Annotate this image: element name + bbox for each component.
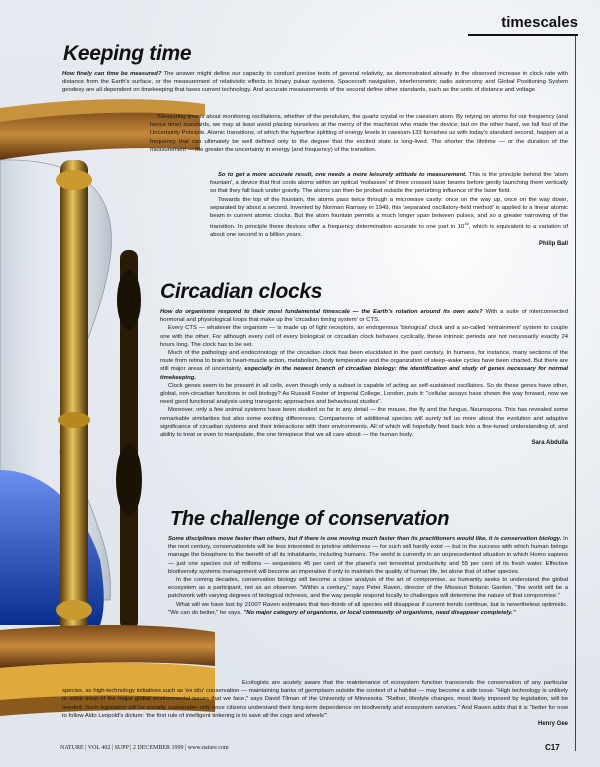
article-author: Philip Ball xyxy=(538,240,568,247)
page-number: C17 xyxy=(545,743,560,752)
article-author: Henry Gee xyxy=(537,721,568,728)
section-tag: timescales xyxy=(501,14,578,31)
article-paragraph: Some disciplines move faster than others, but if there is one moving much faster than its practitioners would like, it is conservation biology. In the next century, conservationists will be less interested in pristine wilderness — for such will hardly exist — but in the success with which human beings manage the biosphere to the benefit of all its inhabitants, including humans. The world is currently in an unprecedented situation in which Homo sapiens — just one species out of millions — sequesters 45 per cent of the planet's net terrestrial productivity and 55 per cent of its fresh water. Effective biodiversity systems management will become an imperative if only to maintain the quality of human life, let alone that of other species. xyxy=(168,536,568,575)
article-paragraph: Towards the top of the fountain, the atoms pass twice through a microwave cavity: once on the way up, once on the way down, separated by about a second. Invented by Norman Ramsey in 1949, this 'separated oscillatory-field method' is applied to a linear atomic beam in current atomic clocks. But the atom fountain permits a much longer span between pulses, and so a greater narrowing of the transition. In principle these devices offer a frequency determination accurate to one part in $10^{16}$, which is equivalent to a variation of about one second in a billion years. xyxy=(210,196,568,239)
article-paragraph: Every CTS — whatever the organism — is made up of light receptors, an endogenous 'biological' clock and a so-called 'entrainment' system to couple one with the other. For although every cell of every biological or circadian clock behaves cyclically, these intrinsic periods are not necessarily exactly 24 hours long. The clock has to be set. xyxy=(160,325,568,348)
article-paragraph: How finely can time be measured? The answer might define our capacity to conduct precise tests of general relativity, as demonstrated already in the observed increase in clock rate with distance from the Earth's surface, or the measurement of relativistic effects in binary pulsar systems. Spacecraft navigation, interferometric radio astronomy and Global Positioning System geodesy are all dependent on timekeeping that taxes current technology. And accurate measurements of the second define other standards, such as the units of distance and voltage. xyxy=(62,71,568,94)
article-body-conservation xyxy=(168,535,568,617)
article-paragraph: What will we have lost by 2100? Raven estimates that two-thirds of all species will disappear if current trends continue, but is nevertheless optimistic. "We can do better," he says. "No major category of organisms, or local community of organisms, need disappear completely." xyxy=(168,601,568,616)
article-title-conservation: The challenge of conservation xyxy=(170,508,450,530)
article-paragraph: In the coming decades, conservation biology will become a close analysis of the art of compromise, as humanity seeks to understand the global ecosystem as a participant, not as an observer. "Within a century," says Peter Raven, director of the Missouri Botanic Garden, "the world will be a patchwork with varying degrees of biological richness, and the way people respond locally to challenges will determine the nature of that compromise." xyxy=(168,577,568,600)
article-body-circadian-clocks xyxy=(160,308,568,447)
article-title-keeping-time: Keeping time xyxy=(63,42,192,65)
article-paragraph: Clock genes seem to be present in all cells, even though only a subset is capable of acting as self-sustained oscillators. So do these genes have other, global, non-circadian functions in cell biology? As Russell Foster of Imperial College, London, puts it: "cellular assays have shown the way forward, now we need good functional analysis using transgenic approaches and behavioural studies". xyxy=(160,382,568,406)
article-paragraph: So to get a more accurate result, one needs a more leisurely attitude to measurement. This is the principle behind the 'atom fountain', a device that first cools atoms within an optical 'molasses' of three crossed laser beams before gently launching them vertically so that they fall back under gravity. The atoms can then be probed outside the perturbing influence of the laser field. xyxy=(210,172,568,195)
article-body-conservation-cont xyxy=(62,679,568,728)
article-body-keeping-time xyxy=(62,70,568,95)
article-title-circadian-clocks: Circadian clocks xyxy=(160,280,323,303)
section-tag-underline xyxy=(468,34,578,36)
right-rule xyxy=(575,36,576,751)
article-body-keeping-time-cont xyxy=(150,113,568,154)
article-paragraph: Much of the pathology and endocrinology of the circadian clock has been elucidated in the past century. In humans, for instance, many sections of the route from retina to brain to heart-muscle action, metabolism, body temperature and the organization of sleep–wake cycles have been charted. But there are still major areas of uncertainty, especially in the newest branch of circadian biology: the identification and study of genes necessary for normal timekeeping. xyxy=(160,350,568,381)
article-paragraph: Moreover, only a few animal systems have been studied so far in any detail — the mouse, the fly and the fungus, Neurospora. This has revealed some remarkable similarities but also some exciting differences. Comparisons of additional species will surely tell us more about the evolution and adaptive significance of circadian systems and their interactions with their environments. All of which will hopefully feed back into a fine-tuned understanding of, and ability to treat or even to manipulate, the one timepiece that we all care about — the human body. xyxy=(160,407,568,439)
article-paragraph: How do organisms respond to their most fundamental timescale — the Earth's rotation around its own axis? With a suite of interconnected hormonal and physiological loops that make up the 'circadian timing system' or CTS. xyxy=(160,309,568,324)
article-body-keeping-time-cont2 xyxy=(210,171,568,248)
article-paragraph: Ecologists are acutely aware that the maintenance of ecosystem function transcends the conservation of any particular species, so high-technology initiatives such as 'ex situ' conservation — maintaining banks of germplasm outside the context of a habitat — may become a side issue. "High technology is unlikely to solve most of the major global environmental issues that we face," says David Tilman of the University of Minnesota. "Rather, lifestyle changes, most likely imposed by legislation, will be needed. Such legislation will be socially sustainable only once citizens understand their long-term dependence on biodiversity and ecosystem services." And Raven adds that it is "better for now to follow Aldo Leopold's dictum: 'the first rule of intelligent tinkering is to save all the cogs and wheels'". xyxy=(62,680,568,719)
journal-footer: NATURE | VOL 402 | SUPP | 2 DECEMBER 1999 | www.nature.com xyxy=(60,745,229,751)
article-author: Sara Abdulla xyxy=(531,440,568,447)
article-paragraph: Measuring time is about monitoring oscillations, whether of the pendulum, the quartz crystal or the caesium atom. By relying on atoms for our frequency (and hence time) standards, we may at least avoid placing ourselves at the mercy of the machinist who made the device; but on the other hand, we fall foul of the Uncertainty Principle. Atomic transitions, of which the hyperfine splitting of energy levels in caesium-133 furnishes us with today's standard second, happen at a frequency that can ultimately be well defined only to the degree that the excited state is long-lived. The shorter the lifetime — or the duration of the measurement — the greater the uncertainty in energy (and frequency) of the transition. xyxy=(150,114,568,153)
